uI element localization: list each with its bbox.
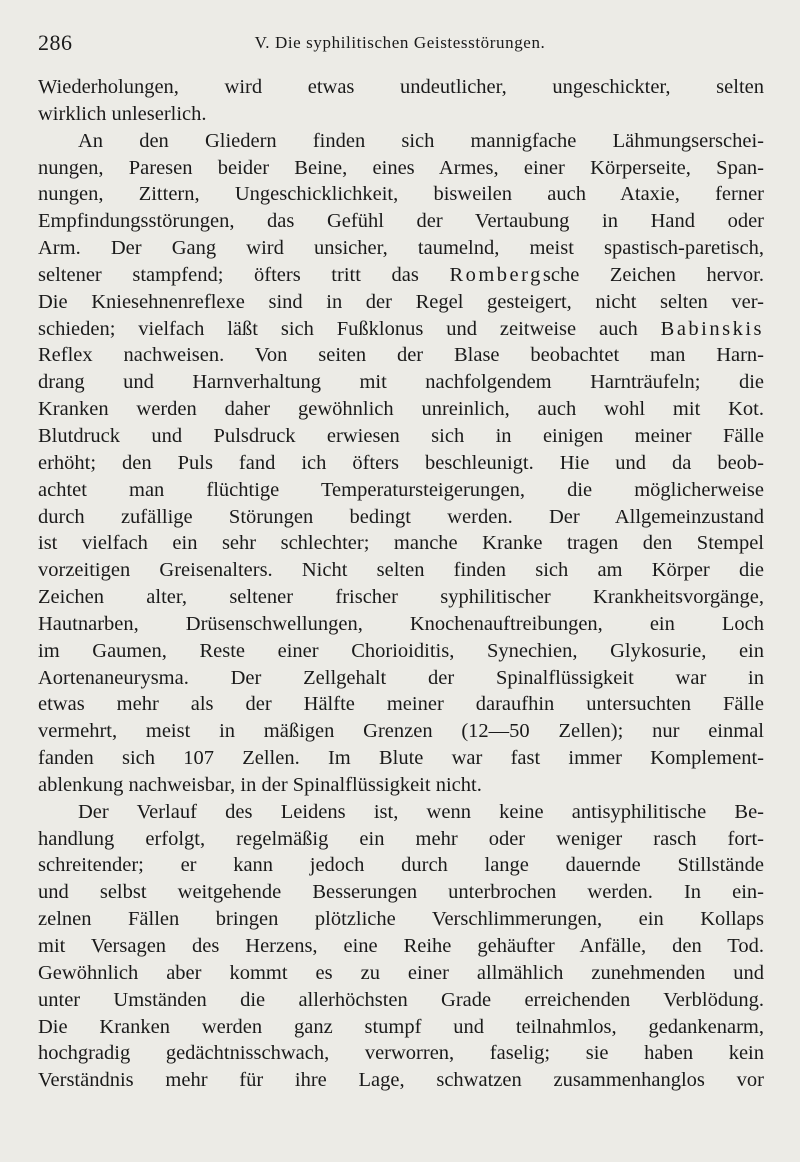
- text-line: nungen, Zittern, Ungeschicklichkeit, bisweilen auch Ataxie, ferner: [38, 183, 764, 206]
- text-line: etwas mehr als der Hälfte meiner daraufhin untersuchten Fälle: [38, 693, 764, 716]
- text-line: Der Verlauf des Leidens ist, wenn keine antisyphilitische Be-: [78, 800, 764, 823]
- paragraph: [38, 74, 764, 128]
- person-name-romberg: Romberg: [449, 263, 543, 286]
- text-line: vermehrt, meist in mäßigen Grenzen (12—50 Zellen); nur einmal: [38, 720, 764, 743]
- text-line: erhöht; den Puls fand ich öfters beschleunigt. Hie und da beob-: [38, 451, 764, 474]
- text-fragment: sche Zeichen hervor.: [542, 263, 764, 286]
- text-line: handlung erfolgt, regelmäßig ein mehr oder weniger rasch fort-: [38, 827, 764, 850]
- text-line: Gewöhnlich aber kommt es zu einer allmählich zunehmenden und: [38, 961, 764, 984]
- text-line: Kranken werden daher gewöhnlich unreinlich, auch wohl mit Kot.: [38, 398, 764, 421]
- paragraph: [38, 799, 764, 1094]
- page-header: [38, 30, 762, 56]
- text-line: hochgradig gedächtnisschwach, verworren, faselig; sie haben kein: [38, 1042, 764, 1065]
- text-line: im Gaumen, Reste einer Chorioiditis, Synechien, Glykosurie, ein: [38, 639, 764, 662]
- running-title: V. Die syphilitischen Geistesstörungen.: [254, 33, 546, 52]
- text-line: Aortenaneurysma. Der Zellgehalt der Spinalflüssigkeit war in: [38, 666, 764, 689]
- text-line: Die Kniesehnenreflexe sind in der Regel gesteigert, nicht selten ver-: [38, 290, 764, 313]
- text-fragment: seltener stampfend; öfters tritt das: [38, 263, 419, 286]
- text-line: wirklich unleserlich.: [38, 102, 207, 125]
- text-line: Zeichen alter, seltener frischer syphilitischer Krankheitsvorgänge,: [38, 586, 764, 609]
- text-line: durch zufällige Störungen bedingt werden. Der Allgemeinzustand: [38, 505, 764, 528]
- text-line: fanden sich 107 Zellen. Im Blute war fast immer Komplement-: [38, 747, 764, 770]
- text-line: Wiederholungen, wird etwas undeutlicher, ungeschickter, selten: [38, 76, 764, 98]
- text-line: und selbst weitgehende Besserungen unterbrochen werden. In ein-: [38, 881, 764, 904]
- text-line: drang und Harnverhaltung mit nachfolgendem Harnträufeln; die: [38, 371, 764, 394]
- text-line: ist vielfach ein sehr schlechter; manche Kranke tragen den Stempel: [38, 532, 764, 555]
- text-line: Verständnis mehr für ihre Lage, schwatzen zusammenhanglos vor: [38, 1069, 764, 1092]
- text-line: unter Umständen die allerhöchsten Grade erreichenden Verblödung.: [38, 988, 764, 1011]
- text-line: mit Versagen des Herzens, eine Reihe gehäufter Anfälle, den Tod.: [38, 935, 764, 957]
- text-line: schreitender; er kann jedoch durch lange dauernde Stillstände: [38, 854, 764, 877]
- text-line: achtet man flüchtige Temperatursteigerungen, die möglicherweise: [38, 478, 764, 501]
- text-line: vorzeitigen Greisenalters. Nicht selten finden sich am Körper die: [38, 559, 764, 582]
- page-number: 286: [38, 30, 73, 55]
- text-line: Arm. Der Gang wird unsicher, taumelnd, meist spastisch-paretisch,: [38, 237, 764, 260]
- text-line: [38, 262, 764, 289]
- text-line: Empfindungsstörungen, das Gefühl der Vertaubung in Hand oder: [38, 210, 764, 233]
- text-line: Hautnarben, Drüsenschwellungen, Knochenauftreibungen, ein Loch: [38, 612, 764, 635]
- text-line: nungen, Paresen beider Beine, eines Armes, einer Körperseite, Span-: [38, 156, 764, 179]
- text-line: Die Kranken werden ganz stumpf und teilnahmlos, gedankenarm,: [38, 1015, 764, 1038]
- text-line: Reflex nachweisen. Von seiten der Blase beobachtet man Harn-: [38, 344, 764, 367]
- paragraph: [38, 128, 764, 799]
- person-name-babinski: Babinskis: [660, 317, 764, 340]
- text-line: Blutdruck und Pulsdruck erwiesen sich in einigen meiner Fälle: [38, 424, 764, 447]
- text-line: zelnen Fällen bringen plötzliche Verschlimmerungen, ein Kollaps: [38, 908, 764, 931]
- text-line: [38, 316, 764, 343]
- text-fragment: schieden; vielfach läßt sich Fußklonus und zeitweise auch: [38, 317, 638, 340]
- body-text: [38, 74, 764, 1094]
- text-line: ablenkung nachweisbar, in der Spinalflüssigkeit nicht.: [38, 773, 482, 796]
- text-line: An den Gliedern finden sich mannigfache Lähmungserschei-: [78, 129, 764, 152]
